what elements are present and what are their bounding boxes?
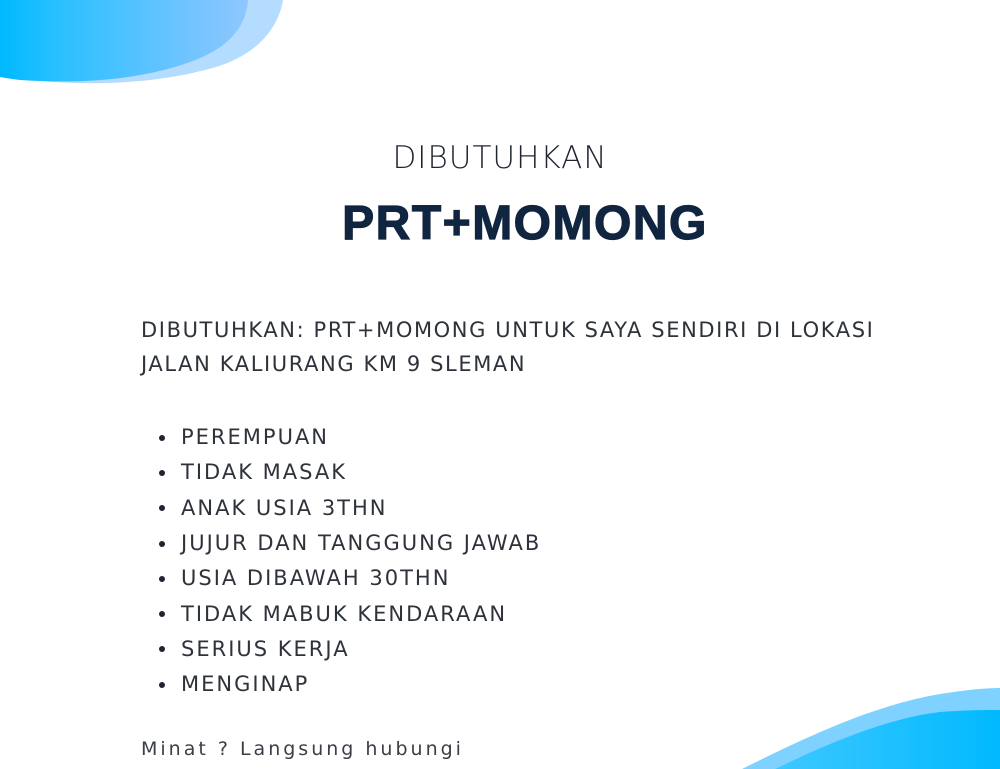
requirement-item: PEREMPUAN xyxy=(159,420,541,455)
bottom-right-wave-decoration xyxy=(700,660,1000,769)
bullet-icon xyxy=(159,682,165,688)
bullet-icon xyxy=(159,646,165,652)
top-left-wave-decoration xyxy=(0,0,320,110)
contact-prompt: Minat ? Langsung hubungi xyxy=(141,738,464,760)
bullet-icon xyxy=(159,541,165,547)
bullet-icon xyxy=(159,470,165,476)
requirement-item: USIA DIBAWAH 30THN xyxy=(159,561,541,596)
title-text: PRT+MOMONG xyxy=(342,197,708,250)
requirement-item: SERIUS KERJA xyxy=(159,632,541,667)
requirement-item: TIDAK MABUK KENDARAAN xyxy=(159,596,541,631)
poster-subtitle xyxy=(0,140,1000,176)
bullet-icon xyxy=(159,576,165,582)
requirement-item: ANAK USIA 3THN xyxy=(159,491,541,526)
bullet-icon xyxy=(159,435,165,441)
bullet-icon xyxy=(159,611,165,617)
intro-paragraph: DIBUTUHKAN: PRT+MOMONG UNTUK SAYA SENDIRI DI LOKASI JALAN KALIURANG KM 9 SLEMAN xyxy=(141,318,875,376)
requirement-item: TIDAK MASAK xyxy=(159,455,541,490)
bullet-icon xyxy=(159,505,165,511)
poster-title xyxy=(0,196,1000,251)
requirement-item: MENGINAP xyxy=(159,667,541,702)
subtitle-text: DIBUTUHKAN xyxy=(392,140,608,176)
requirements-list xyxy=(159,420,541,702)
requirement-item: JUJUR DAN TANGGUNG JAWAB xyxy=(159,526,541,561)
